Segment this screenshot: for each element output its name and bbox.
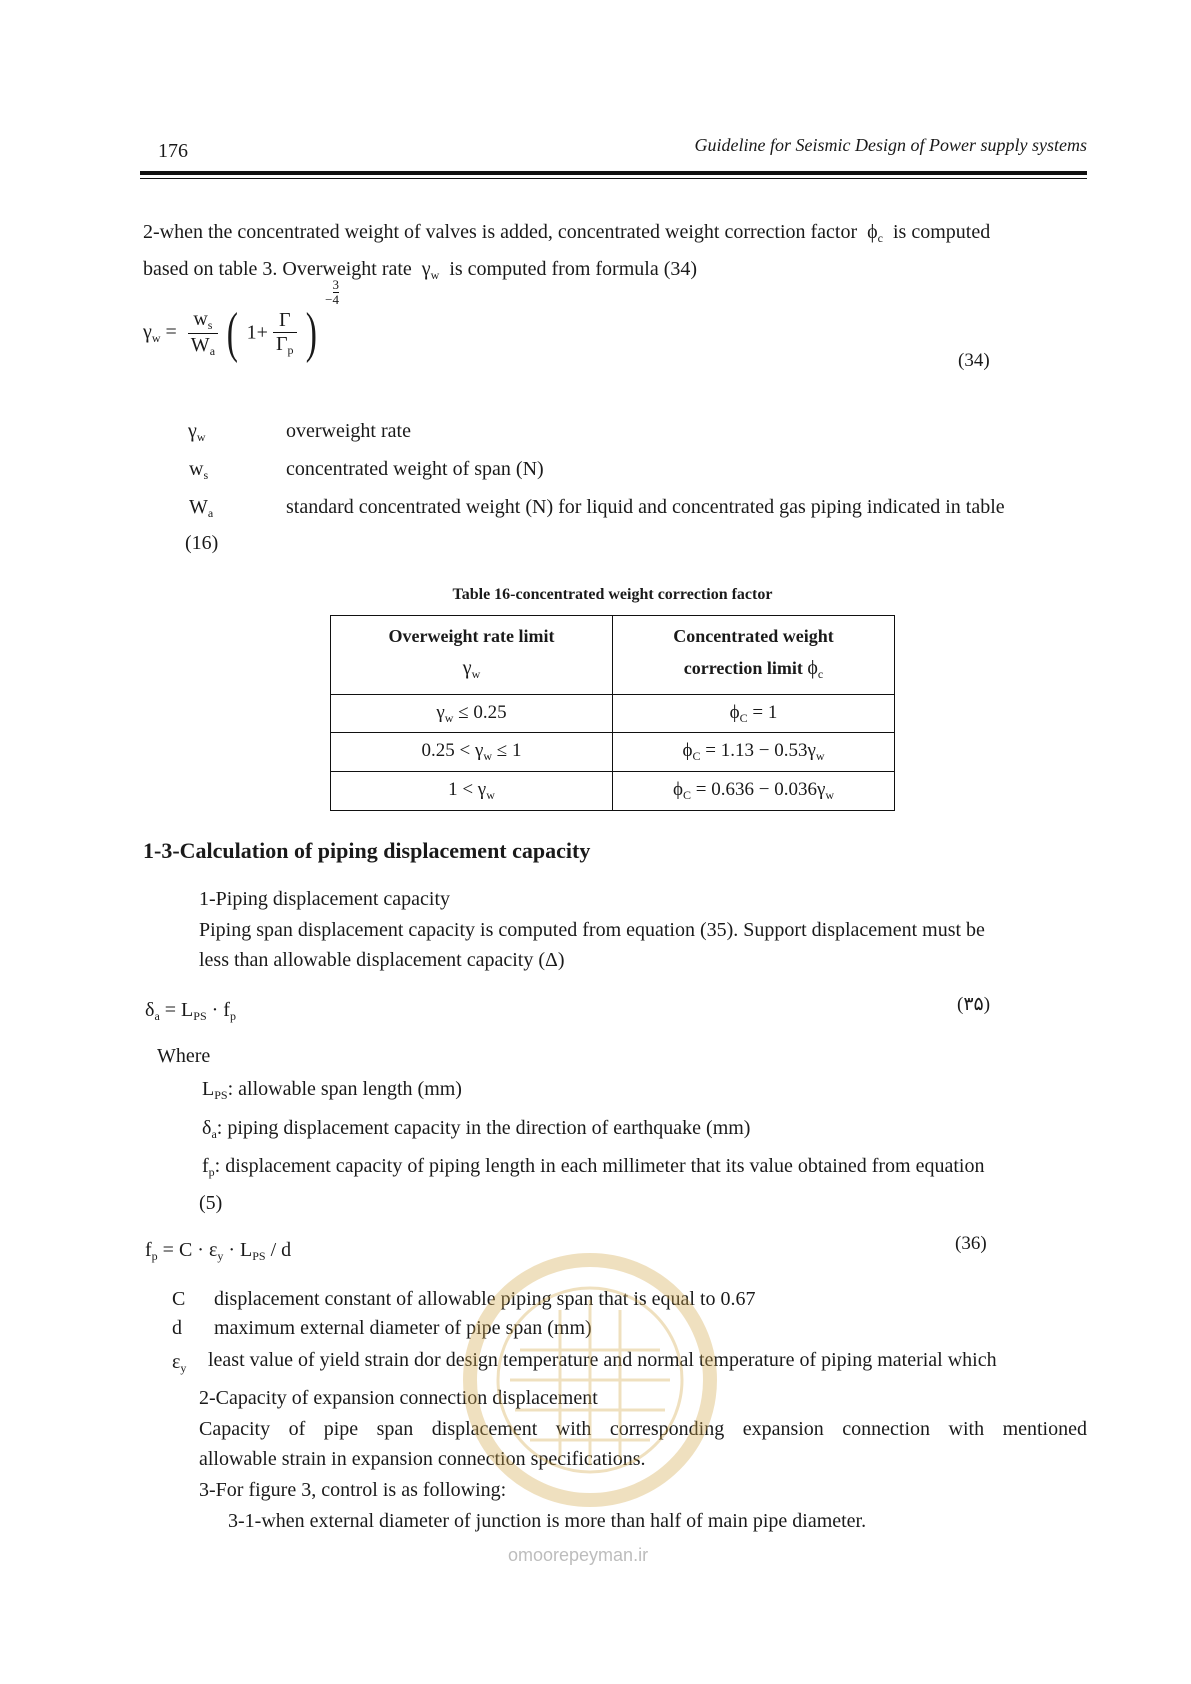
item2-title: 2-Capacity of expansion connection displacement	[199, 1387, 598, 1409]
running-title: Guideline for Seismic Design of Power supply systems	[694, 135, 1087, 155]
def-continuation: (16)	[185, 532, 219, 554]
equation-35: $\delta_a = L_{PS} \cdot f_p$	[145, 999, 236, 1023]
table-row	[331, 772, 895, 811]
def-text-w-s: concentrated weight of span (N)	[286, 458, 544, 480]
intro-line-2: based on table 3. Overweight rate $\gamma_w$ is computed from formula (34)	[143, 258, 698, 282]
gamma-w-symbol: $\gamma_w$	[416, 258, 440, 282]
table-cell: $\gamma_w \le 0.25$	[331, 695, 613, 733]
where-item-delta-a: $\delta_a$: piping displacement capacity in the direction of earthquake (mm)	[202, 1117, 751, 1141]
header-rule-thin	[140, 178, 1087, 179]
def-symbol-w-s: $w_s$	[189, 458, 209, 482]
item1-line1: Piping span displacement capacity is computed from equation (35). Support displacement must be	[199, 919, 985, 941]
table-header-row	[331, 616, 895, 695]
page-number: 176	[158, 140, 188, 162]
const-text-C: displacement constant of allowable piping span that is equal to 0.67	[214, 1288, 756, 1310]
equation-36: $f_p = C \cdot \varepsilon_y \cdot L_{PS} / d$	[145, 1239, 292, 1263]
def-symbol-gamma-w: $\gamma_w$	[188, 420, 206, 444]
item1-line2: less than allowable displacement capacity (Δ)	[199, 949, 565, 971]
where-item-f-p: $f_p$: displacement capacity of piping length in each millimeter that its value obtained from equation	[202, 1155, 985, 1179]
item2-line2: allowable strain in expansion connection specifications.	[199, 1448, 646, 1470]
equation-34-number: (34)	[958, 350, 990, 371]
table-cell: $1 < \gamma_w$	[331, 772, 613, 811]
table-header-col1: Overweight rate limit $\gamma_w$	[331, 616, 613, 695]
const-symbol-C: C	[172, 1288, 186, 1310]
item3-title: 3-For figure 3, control is as following:	[199, 1479, 507, 1501]
where-continuation: (5)	[199, 1192, 223, 1214]
const-symbol-d: d	[172, 1317, 182, 1339]
const-text-d: maximum external diameter of pipe span (mm)	[214, 1317, 592, 1339]
item3-1: 3-1-when external diameter of junction is more than half of main pipe diameter.	[228, 1510, 867, 1532]
item2-line1: Capacity of pipe span displacement with corresponding expansion connection with mentioned	[199, 1418, 1087, 1440]
header-rule-thick	[140, 171, 1087, 175]
equation-34: $\gamma_w$ = $\frac{w_s}{W_a}$ ( 1+ $\frac{\Gamma}{\Gamma_p}$ ) − $\frac{3}{4}$	[143, 276, 340, 364]
table-cell: $0.25 < \gamma_w \le 1$	[331, 733, 613, 772]
def-text-gamma-w: overweight rate	[286, 420, 411, 442]
def-symbol-W-a: $W_a$	[189, 496, 214, 520]
phi-c-symbol: $\phi_c$	[862, 221, 883, 245]
watermark-logo	[450, 1240, 730, 1520]
table-row	[331, 733, 895, 772]
where-item-L-PS: $L_{PS}$: allowable span length (mm)	[202, 1078, 462, 1102]
table-cell: $\phi_C = 1.13 - 0.53\gamma_w$	[613, 733, 895, 772]
correction-factor-table	[330, 615, 895, 811]
const-symbol-epsilon-y: $\varepsilon_y$	[172, 1351, 187, 1375]
table-cell: $\phi_C = 1$	[613, 695, 895, 733]
watermark-site: omoorepeyman.ir	[508, 1545, 649, 1565]
where-label: Where	[157, 1045, 211, 1067]
def-text-W-a: standard concentrated weight (N) for liquid and concentrated gas piping indicated in table	[286, 496, 1005, 518]
section-heading: 1-3-Calculation of piping displacement capacity	[143, 838, 591, 863]
intro-line-1: 2-when the concentrated weight of valves is added, concentrated weight correction factor $\phi_c$ is computed	[143, 221, 991, 245]
table-caption: Table 16-concentrated weight correction factor	[452, 586, 773, 603]
table-header-col2: Concentrated weight correction limit $\phi_c$	[613, 616, 895, 695]
equation-36-number: (36)	[955, 1233, 987, 1254]
item1-title: 1-Piping displacement capacity	[199, 888, 451, 910]
const-text-epsilon-y: least value of yield strain dor design temperature and normal temperature of piping material which	[208, 1349, 997, 1371]
table-row	[331, 695, 895, 733]
equation-35-number: (۳۵)	[957, 994, 991, 1015]
table-cell: $\phi_C = 0.636 - 0.036\gamma_w$	[613, 772, 895, 811]
